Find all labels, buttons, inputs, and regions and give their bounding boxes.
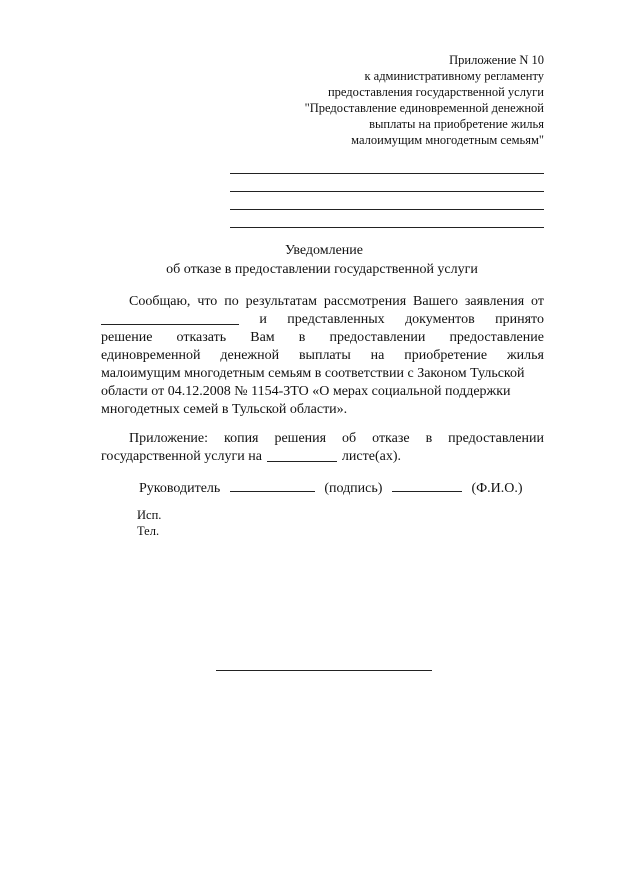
paragraph-1-line	[101, 347, 544, 365]
word: предоставление	[449, 330, 544, 345]
word: приобретение	[404, 348, 488, 363]
addressee-line	[230, 174, 544, 192]
word: заявления	[464, 294, 525, 309]
header-line: предоставления государственной услуги	[327, 85, 544, 99]
signature-blank-field	[230, 479, 315, 492]
header-line: малоимущим многодетным семьям"	[351, 133, 544, 147]
word: жилья	[506, 348, 544, 363]
addressee-line	[230, 192, 544, 210]
performer-label: Исп.	[137, 508, 162, 522]
signature-row	[139, 479, 523, 498]
title-line-2: об отказе в предоставлении государственной услуги	[166, 262, 478, 277]
phone-label: Тел.	[137, 524, 160, 538]
paragraph-2-line	[101, 448, 544, 466]
paragraph-1-line	[101, 311, 544, 329]
word: в	[298, 330, 306, 345]
word: предоставлении	[448, 431, 544, 446]
word: предоставлении	[329, 330, 426, 345]
word: об	[342, 431, 357, 446]
word: решения	[274, 431, 327, 446]
paragraph-2-line	[101, 430, 544, 448]
name-blank-field	[392, 479, 462, 492]
addressee-blank-lines	[230, 156, 544, 228]
header-line: к административному регламенту	[364, 69, 544, 83]
word: отказать	[176, 330, 227, 345]
word: в	[425, 431, 433, 446]
word: на	[370, 348, 385, 363]
contact-block	[137, 507, 161, 539]
word: копия	[223, 431, 259, 446]
notice-body	[101, 293, 544, 466]
appendix-header	[244, 52, 544, 148]
word: что	[197, 294, 218, 309]
word: денежной	[220, 348, 280, 363]
header-line: Приложение N 10	[449, 53, 544, 67]
header-line: "Предоставление единовременной денежной	[304, 101, 544, 115]
sheets-count-blank-field	[267, 448, 337, 462]
word: отказе	[372, 431, 410, 446]
paragraph-1-line: многодетных семей в Тульской области».	[101, 402, 348, 417]
paragraph-1-line	[101, 293, 544, 311]
word: результатам	[245, 294, 317, 309]
word: единовременной	[101, 348, 201, 363]
word: выплаты	[298, 348, 351, 363]
paragraph-1-line: малоимущим многодетным семьям в соответствии с Законом Тульской	[101, 366, 525, 381]
header-line: выплаты на приобретение жилья	[369, 117, 544, 131]
document-title	[0, 241, 640, 279]
word: Приложение:	[129, 431, 209, 446]
date-blank-field	[101, 311, 239, 325]
word: документов	[405, 312, 475, 327]
word: Сообщаю,	[129, 294, 191, 309]
paragraph-1-line	[101, 329, 544, 347]
sheets-suffix: листе(ах).	[341, 449, 401, 464]
addressee-line	[230, 210, 544, 228]
sheets-label: государственной услуги на	[101, 449, 262, 464]
footer-divider-line	[216, 670, 432, 671]
addressee-line	[230, 156, 544, 174]
word: Вам	[250, 330, 275, 345]
word: и	[259, 312, 267, 327]
word: рассмотрения	[323, 294, 407, 309]
word: представленных	[287, 312, 385, 327]
word: Вашего	[413, 294, 458, 309]
word: по	[224, 294, 239, 309]
word: от	[531, 294, 544, 309]
word: решение	[101, 330, 153, 345]
word: принято	[495, 312, 544, 327]
signatory-role: Руководитель	[139, 481, 221, 496]
title-line-1: Уведомление	[284, 243, 363, 258]
signature-label: (подпись)	[324, 481, 383, 496]
paragraph-2	[101, 430, 544, 466]
paragraph-1-line: области от 04.12.2008 № 1154-ЗТО «О мерах социальной поддержки	[101, 384, 511, 399]
name-label: (Ф.И.О.)	[471, 481, 523, 496]
